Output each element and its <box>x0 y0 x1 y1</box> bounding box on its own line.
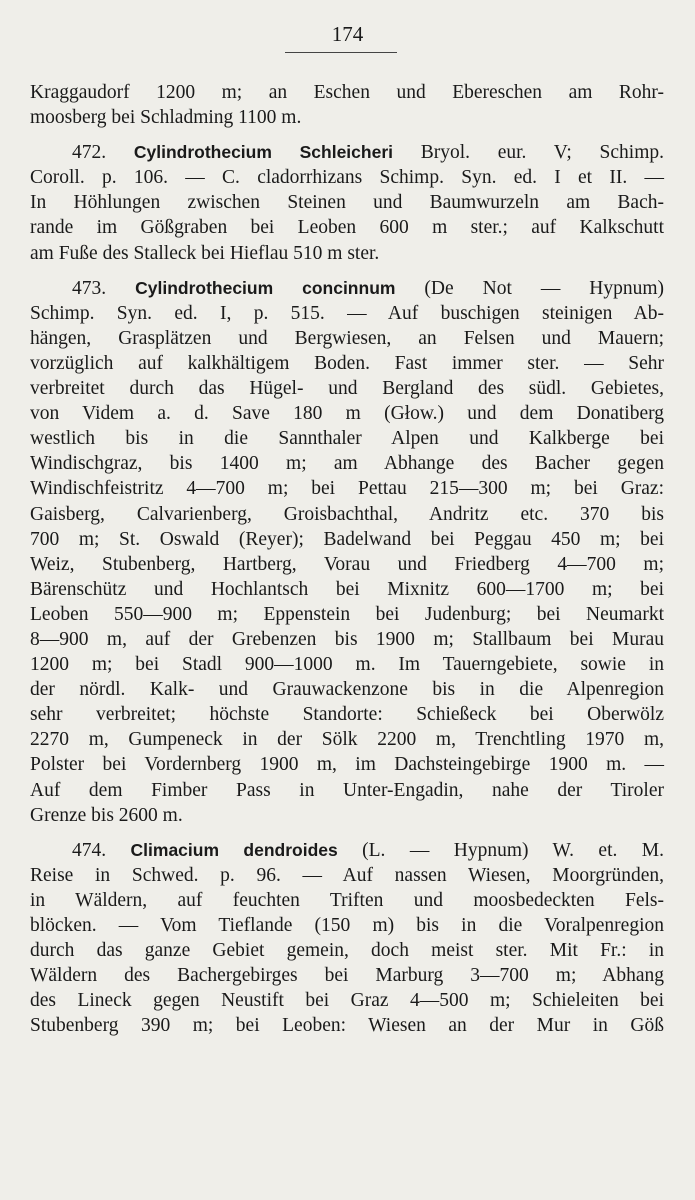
entry-474-heading <box>30 838 664 863</box>
text-line: am Fuße des Stalleck bei Hieflau 510 m ster. <box>30 242 380 264</box>
text-line: Reise in Schwed. p. 96. — Auf nassen Wiesen, Moorgründen, <box>30 864 664 886</box>
text-line: des Lineck gegen Neustift bei Graz 4—500 m; Schieleiten bei <box>30 990 664 1012</box>
species-name: Cylindrothecium Schleicheri <box>133 142 393 163</box>
entry-472-heading <box>30 140 664 165</box>
text-line: In Höhlungen zwischen Steinen und Baumwurzeln am Bach- <box>30 192 664 214</box>
text-line: Kraggaudorf 1200 m; an Eschen und Ebereschen am Rohr- <box>30 82 664 103</box>
text-line: Windischfeistritz 4—700 m; bei Pettau 215—300 m; bei Graz: <box>30 478 664 500</box>
entry-number: 473. <box>72 277 107 299</box>
text-line: 2270 m, Gumpeneck in der Sölk 2200 m, Trenchtling 1970 m, <box>30 729 664 751</box>
species-name: Climacium dendroides <box>130 839 338 860</box>
text-line: Leoben 550—900 m; Eppenstein bei Judenburg; bei Neumarkt <box>30 603 664 625</box>
text-line: 1200 m; bei Stadl 900—1000 m. Im Tauerngebiete, sowie in <box>30 654 664 676</box>
text-line: 8—900 m, auf der Grebenzen bis 1900 m; Stallbaum bei Murau <box>30 628 664 650</box>
text-line: Gaisberg, Calvarienberg, Groisbachthal, Andritz etc. 370 bis <box>30 503 664 525</box>
text-line: in Wäldern, auf feuchten Triften und moosbedeckten Fels- <box>30 889 664 911</box>
text-line: hängen, Grasplätzen und Bergwiesen, an Felsen und Mauern; <box>30 327 664 349</box>
entry-number: 472. <box>72 142 107 164</box>
entry-number: 474. <box>72 839 107 861</box>
text-line: Stubenberg 390 m; bei Leoben: Wiesen an der Mur in Göß <box>30 1015 664 1037</box>
entry-citation: Bryol. eur. V; Schimp. <box>420 142 665 164</box>
text-line: Auf dem Fimber Pass in Unter-Engadin, nahe der Tiroler <box>30 779 664 801</box>
text-line: blöcken. — Vom Tieflande (150 m) bis in die Voralpenregion <box>30 915 664 936</box>
page-number: 174 <box>331 22 364 46</box>
text-line: Weiz, Stubenberg, Hartberg, Vorau und Friedberg 4—700 m; <box>30 553 664 575</box>
text-line: moosberg bei Schladming 1100 m. <box>30 107 302 129</box>
text-line: der nördl. Kalk- und Grauwackenzone bis in die Alpenregion <box>30 679 664 701</box>
text-line: rande im Gößgraben bei Leoben 600 m ster.; auf Kalkschutt <box>30 217 664 239</box>
entry-citation: (De Not — Hypnum) <box>424 277 665 299</box>
text-line: Wäldern des Bachergebirges bei Marburg 3—700 m; Abhang <box>30 965 664 987</box>
text-line: durch das ganze Gebiet gemein, doch meist ster. Mit Fr.: in <box>30 940 664 962</box>
text-line: verbreitet durch das Hügel- und Bergland des südl. Gebietes, <box>30 378 664 400</box>
body-text <box>30 80 664 1038</box>
entry-citation: (L. — Hypnum) W. et. M. <box>362 839 665 861</box>
text-line: Grenze bis 2600 m. <box>30 804 183 826</box>
text-line: 700 m; St. Oswald (Reyer); Badelwand bei Peggau 450 m; bei <box>30 528 664 550</box>
text-line: Windischgraz, bis 1400 m; am Abhange des Bacher gegen <box>30 453 664 475</box>
text-line: vorzüglich auf kalkhältigem Boden. Fast immer ster. — Sehr <box>30 352 664 374</box>
text-line: von Videm a. d. Save 180 m (Głow.) und dem Donatiberg <box>30 403 664 425</box>
text-line: sehr verbreitet; höchste Standorte: Schießeck bei Oberwölz <box>30 704 664 726</box>
text-line: Bärenschütz und Hochlantsch bei Mixnitz 600—1700 m; bei <box>30 578 664 600</box>
species-name: Cylindrothecium concinnum <box>135 277 396 298</box>
text-line: Coroll. p. 106. — C. cladorrhizans Schimp. Syn. ed. I et II. — <box>30 167 664 189</box>
text-line: Polster bei Vordernberg 1900 m, im Dachsteingebirge 1900 m. — <box>30 754 664 776</box>
header-rule <box>285 52 397 53</box>
text-line: westlich bis in die Sannthaler Alpen und Kalkberge bei <box>30 428 664 450</box>
entry-473-heading <box>30 276 664 301</box>
text-line: Schimp. Syn. ed. I, p. 515. — Auf buschigen steinigen Ab- <box>30 302 664 324</box>
